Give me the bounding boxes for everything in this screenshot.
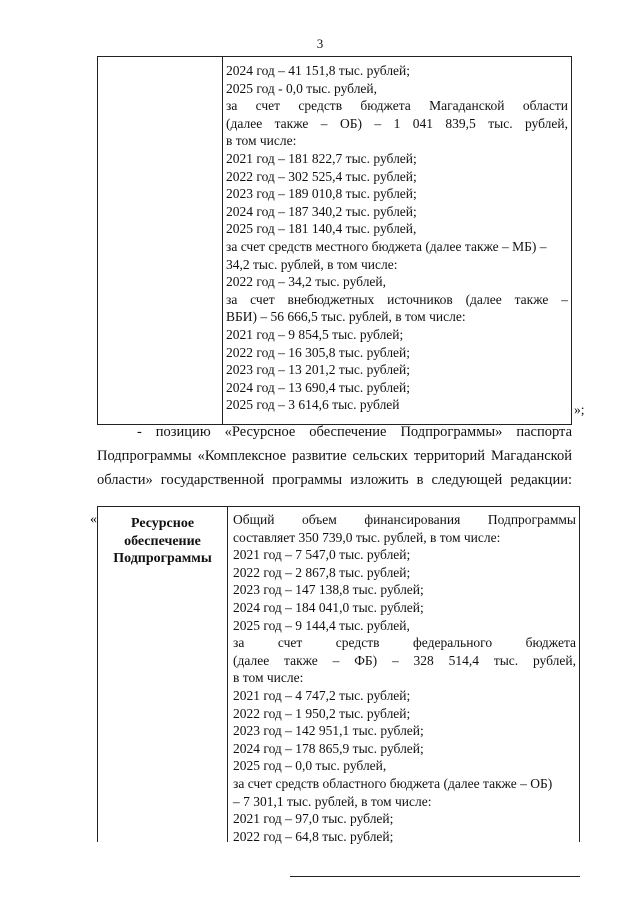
table-line: (далее также – ФБ) – 328 514,4 тыс. рублей,	[233, 652, 576, 668]
table-line: 2025 год – 181 140,4 тыс. рублей,	[226, 221, 417, 237]
table-line: 2023 год – 13 201,2 тыс. рублей;	[226, 362, 411, 378]
paragraph-line: - позицию «Ресурсное обеспечение Подпрограммы» паспорта	[137, 424, 572, 440]
header-line: Ресурсное	[130, 516, 195, 531]
table-line: 2024 год – 13 690,4 тыс. рублей;	[226, 379, 411, 395]
table-line: 2025 год – 9 144,4 тыс. рублей,	[233, 617, 410, 633]
resource-provision-table	[97, 506, 580, 842]
page-number: 3	[316, 36, 324, 51]
table-line: 2025 год - 0,0 тыс. рублей,	[226, 80, 378, 96]
table-line: 2023 год – 142 951,1 тыс. рублей;	[233, 723, 424, 739]
closing-quote: »;	[574, 402, 585, 417]
table-line: 2021 год – 4 747,2 тыс. рублей;	[233, 687, 411, 703]
table-line: за счет средств федерального бюджета	[233, 635, 576, 651]
table-line: (далее также – ОБ) – 1 041 839,5 тыс. рублей,	[226, 115, 568, 131]
table-line: 2021 год – 7 547,0 тыс. рублей;	[233, 547, 411, 563]
table-line: 2022 год – 2 867,8 тыс. рублей;	[233, 564, 411, 580]
table-left-column-empty	[98, 57, 223, 424]
table-line: 2024 год – 184 041,0 тыс. рублей;	[233, 599, 424, 615]
table-line: 2022 год – 16 305,8 тыс. рублей;	[226, 344, 411, 360]
table-line: 2024 год – 187 340,2 тыс. рублей;	[226, 203, 417, 219]
table-line: Общий объем финансирования Подпрограммы	[233, 512, 576, 527]
table-line: 2021 год – 181 822,7 тыс. рублей;	[226, 150, 417, 166]
opening-quote: «	[90, 512, 97, 527]
table-line: 2021 год – 97,0 тыс. рублей;	[233, 811, 394, 827]
table-right-column	[233, 511, 576, 845]
table-line: 2024 год – 41 151,8 тыс. рублей;	[226, 63, 411, 78]
table-line: 2025 год – 3 614,6 тыс. рублей	[226, 397, 400, 413]
table-line: в том числе:	[233, 670, 304, 686]
funding-table-continued	[97, 56, 572, 425]
table-line: за счет средств местного бюджета (далее также – МБ) –	[226, 238, 547, 254]
table-line: за счет внебюджетных источников (далее также –	[226, 291, 568, 307]
table-line: 2022 год – 34,2 тыс. рублей,	[226, 274, 387, 290]
header-line: обеспечение	[124, 533, 201, 549]
table-line: 2022 год – 1 950,2 тыс. рублей;	[233, 705, 411, 721]
table-line: составляет 350 739,0 тыс. рублей, в том числе:	[233, 529, 501, 545]
table-line: 2023 год – 147 138,8 тыс. рублей;	[233, 582, 424, 598]
table-line: 2023 год – 189 010,8 тыс. рублей;	[226, 186, 417, 202]
table-line: в том числе:	[226, 133, 297, 149]
amendment-paragraph	[97, 420, 572, 492]
table-line: за счет средств бюджета Магаданской области	[226, 98, 568, 114]
table-right-column	[226, 62, 568, 414]
table-line: 2022 год – 64,8 тыс. рублей;	[233, 828, 394, 844]
table-line: 2022 год – 302 525,4 тыс. рублей;	[226, 168, 417, 184]
table-line: 2025 год – 0,0 тыс. рублей,	[233, 758, 387, 774]
table-line: – 7 301,1 тыс. рублей, в том числе:	[233, 793, 432, 809]
table-line: 34,2 тыс. рублей, в том числе:	[226, 256, 398, 272]
table-line: за счет средств областного бюджета (далее также – ОБ)	[233, 775, 553, 791]
row-header-resource-provision	[98, 507, 228, 842]
table-line: 2024 год – 178 865,9 тыс. рублей;	[233, 740, 424, 756]
footer-rule	[290, 876, 580, 877]
header-line: Подпрограммы	[113, 551, 212, 566]
paragraph-line: области» государственной программы изложить в следующей редакции:	[97, 472, 572, 488]
table-line: 2021 год – 9 854,5 тыс. рублей;	[226, 326, 404, 342]
paragraph-line: Подпрограммы «Комплексное развитие сельских территорий Магаданской	[97, 448, 572, 464]
table-line: ВБИ) – 56 666,5 тыс. рублей, в том числе:	[226, 309, 466, 325]
